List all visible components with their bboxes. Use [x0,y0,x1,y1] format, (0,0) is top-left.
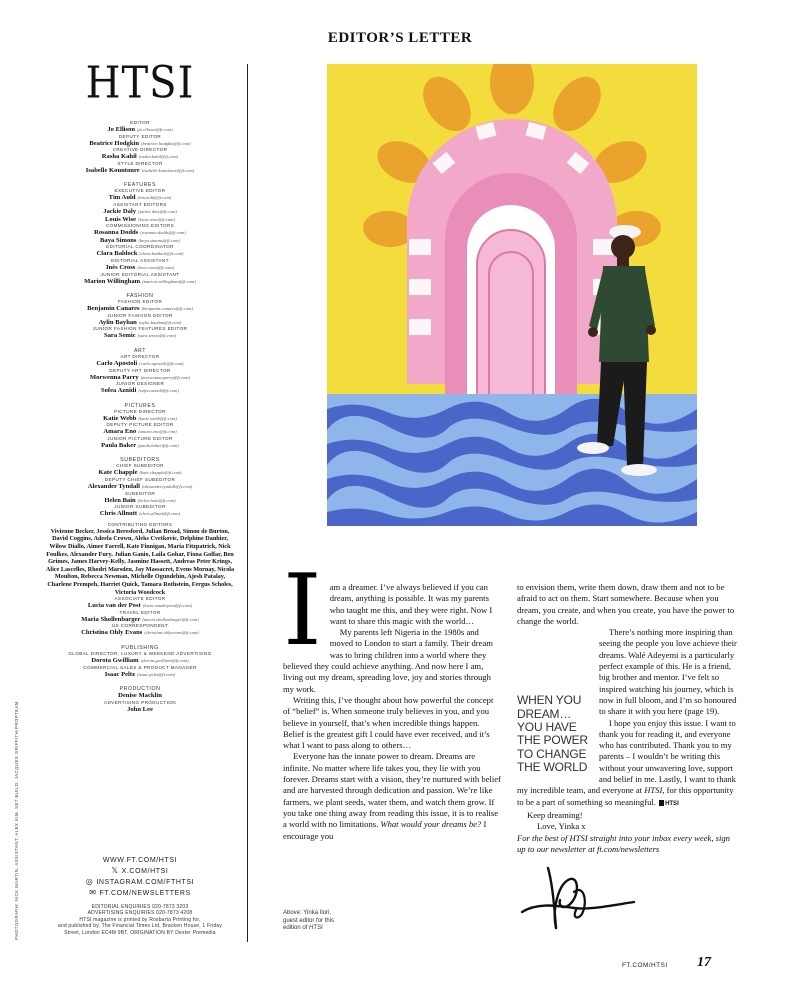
masthead-name [40,194,240,202]
masthead-name [40,167,240,175]
staff-name: John Lee [127,705,153,713]
staff-email: (katie.webb@ft.com) [138,415,177,421]
staff-name: Alexander Tyndall [87,483,140,491]
staff-email: (beatrice.hodgkin@ft.com) [141,140,191,146]
masthead-role: STYLE DIRECTOR [117,160,163,166]
article-paragraph: to envision them, write them down, draw them and not to be afraid to act on them. Start somewhere. Because when you dream, you create, and when you create, you have the power to change the world. [517,582,735,626]
masthead-role: PICTURE DIRECTOR [114,408,166,414]
photo-credit: PHOTOGRAPH: NICK MARTIN. ASSISTANT: ALEX KIM. SET BUILD: JACQUES GRIFFITH-PROPTEAM [14,701,19,940]
staff-name: Beatrice Hodgkin [89,139,139,147]
staff-email: (alexander.tyndall@ft.com) [141,484,193,490]
masthead-role: JUNIOR PICTURE EDITOR [107,435,173,441]
staff-email: (chris.allnutt@ft.com) [139,511,181,517]
masthead-role: JUNIOR EDITORIAL ASSISTANT [100,271,180,277]
article-column-1 [283,554,501,842]
staff-email: (lucia.vanderpost@ft.com) [142,603,193,609]
staff-email: (christina.ohlyevans@ft.com) [144,630,199,636]
staff-email: (morwenna.parry@ft.com) [140,374,191,380]
pull-quote: WHEN YOU DREAM… YOU HAVE THE POWER TO CHANGE THE WORLD [517,693,588,775]
footer-url: FT.COM/HTSI [622,962,668,969]
newsletters-link[interactable]: ✉ FT.COM/NEWSLETTERS [89,888,191,897]
column-divider [247,64,248,942]
masthead-name [40,602,240,610]
masthead-name [40,415,240,423]
staff-email: (marion.willingham@ft.com) [142,278,196,284]
staff-email: (kate.chapple@ft.com) [139,470,182,476]
hero-photo [327,64,697,526]
staff-email: (helen.bain@ft.com) [137,497,176,503]
masthead-section-heading: SUBEDITORS [120,457,160,464]
photo-caption [283,910,383,933]
masthead-name [40,706,240,714]
staff-name: Carlo Apostoli [96,359,138,367]
masthead-name [40,374,240,382]
article-paragraph: am a dreamer. I’ve always believed if you can dream, anything is possible. It was my parents who taught me this, and they were right. Now I want to share this magic with the world… [329,582,493,626]
masthead-role: SUBEDITOR [124,490,156,496]
website-link[interactable]: WWW.FT.COM/HTSI [102,857,178,864]
enquiries-block [40,904,240,936]
staff-name: Christina Ohly Evans [81,629,143,637]
masthead-name [40,229,240,237]
masthead-section-heading: PICTURES [124,402,156,409]
masthead-name [40,483,240,491]
instagram-link[interactable]: ◎ INSTAGRAM.COM/FTHTSI [85,877,195,886]
publisher-note: and published by, The Financial Times Ltd, Bracken House, 1 Friday [57,923,223,930]
staff-name: Dorota Gwilliam [91,656,139,664]
sign-off-keep-dreaming: Keep dreaming! [527,809,583,820]
staff-name: Isaac Peltz [104,670,136,678]
masthead-role: ADVERTISING PRODUCTION [103,699,176,705]
staff-email: (maria.shollenbarger@ft.com) [142,616,199,622]
staff-email: (sofea.aznidi@ft.com) [138,388,180,394]
masthead-role: DEPUTY CHIEF SUBEDITOR [104,477,176,483]
article-paragraph: There’s nothing more inspiring than seeing the people you love achieve their dreams. Walé Adeyemi is a particularly perfect example of this. He is a friend, big brother and mentor. I’ve felt so inspired watching his journey, which is now in full bloom, and I’m so honoured to share it with you here (page 19). [599,627,737,717]
masthead-role: COMMERCIAL SALES & PRODUCT MANAGER [83,664,197,670]
masthead-name [40,153,240,161]
article-paragraph: Writing this, I’ve thought about how powerful the concept of “belief” is. When someone truly believes in you, and you believe in yourself, that’s when incredible things happen. Belief is the greatest gift I could have ever received, and it’s what I want to pass along to others… [283,694,494,751]
masthead-name [40,237,240,245]
staff-name: Sara Semic [103,332,136,340]
caption-line: edition of HTSI [283,925,323,932]
staff-email: (isaac.peltz@ft.com) [137,671,176,677]
staff-email: (jackie.daly@ft.com) [138,208,177,214]
staff-email: (tim.auld@ft.com) [137,195,172,201]
caption-line: guest editor for this [283,917,335,924]
editorial-enquiries: EDITORIAL ENQUIRIES 020-7873 3203 [91,904,189,910]
masthead-name [40,332,240,340]
staff-email: (amara.eno@ft.com) [138,429,177,435]
masthead-role: JUNIOR SUBEDITOR [114,504,166,510]
masthead-role: GLOBAL DIRECTOR, LUXURY & WEEKEND ADVERTISING [68,650,212,656]
staff-email: (jo.ellison@ft.com) [137,127,173,132]
article-paragraph: I hope you enjoy this issue. I want to thank you for reading it, and everyone who has contributed. Thank you to my parents – I wouldn’t be writing this without your unwavering love, support and belief in me. Lastly, I want to thank my incredible team, and everyone at HTSI, for this opportunity to be a part of something so meaningful. HTSI [517,717,736,807]
hero-photo-illustration [327,64,697,526]
masthead-name [40,629,240,637]
staff-email: (clara.baldock@ft.com) [139,251,184,257]
masthead-role: ART DIRECTOR [120,353,160,359]
masthead-name [40,671,240,679]
staff-name: Katie Webb [103,414,137,422]
masthead-role: TRAVEL EDITOR [119,609,161,615]
staff-email: (baya.simons@ft.com) [138,237,180,243]
envelope-icon: ✉ [89,888,97,897]
masthead-name [40,692,240,700]
staff-email: (louis.wise@ft.com) [138,216,175,222]
masthead-role: US CORRESPONDENT [111,623,169,629]
masthead-name [40,616,240,624]
staff-name: Helen Bain [104,496,136,504]
staff-email: (sara.semic@ft.com) [137,333,177,339]
staff-name: Clara Baldock [96,250,138,258]
masthead-section-heading: FEATURES [123,182,157,189]
staff-email: (rasha.kahil@ft.com) [138,154,179,160]
staff-name: Rasha Kahil [101,153,137,161]
staff-name: Benjamin Canares [87,305,140,313]
masthead-section-heading: ART [133,347,147,354]
staff-email: (isabelle.kountoure@ft.com) [141,167,195,173]
masthead-name [40,442,240,450]
staff-name: Baya Simons [100,236,137,244]
masthead-name [40,140,240,148]
masthead-role: JUNIOR FASHION FEATURES EDITOR [92,326,188,332]
staff-email: (ines.cross@ft.com) [137,264,175,270]
masthead-role: JUNIOR DESIGNER [115,381,165,387]
masthead-name [40,497,240,505]
staff-name: Morwenna Parry [89,373,139,381]
masthead-role: JUNIOR FASHION EDITOR [107,312,173,318]
staff-name: Rosanna Dodds [94,229,139,237]
staff-name: Isabelle Kountoure [85,166,140,174]
instagram-icon: ◎ [85,877,94,886]
masthead-role: CONTRIBUTING EDITORS [107,521,173,527]
staff-name: Chris Allnutt [99,510,138,518]
masthead-role: DEPUTY PICTURE EDITOR [106,422,174,428]
staff-name: Jackie Daly [103,207,137,215]
staff-name: Paula Baker [101,441,137,449]
x-icon: 𝕏 [111,866,119,875]
masthead [40,57,240,713]
masthead-role: ASSISTANT EDITORS [113,201,167,207]
masthead-web-links [40,856,240,899]
staff-name: Denise Macklin [118,692,162,700]
masthead-section-heading: FASHION [126,293,154,300]
staff-name: Jo Ellison [107,126,136,133]
masthead-role: CREATIVE DIRECTOR [112,147,168,153]
masthead-role: EDITORIAL ASSISTANT [111,257,169,263]
masthead-role: DEPUTY EDITOR [118,133,162,139]
htsi-logo: HTSI [85,57,195,109]
masthead-role: EXECUTIVE EDITOR [114,188,166,194]
signature [518,862,638,934]
staff-name: Tim Auld [108,194,136,202]
masthead-role: EDITORIAL COORDINATOR [106,244,174,250]
staff-name: Aylin Bayhan [98,318,137,326]
masthead-name [40,278,240,286]
masthead-name [40,305,240,313]
staff-name: Inès Cross [105,263,136,271]
masthead-name [40,428,240,436]
masthead-role: COMMISSIONING EDITORS [105,223,175,229]
article-column-2 [517,582,737,855]
staff-email: (benjamin.canares@ft.com) [141,306,193,312]
masthead-name [40,469,240,477]
staff-name: Amara Eno [103,428,137,436]
origination-note: Street, London EC4M 9BT. ORIGINATION BY Dexter Premedia [64,929,216,936]
advertising-enquiries: ADVERTISING ENQUIRIES 020-7873 4208 [87,910,193,917]
masthead-name [40,510,240,518]
masthead-name [40,250,240,258]
masthead-role: DEPUTY ART DIRECTOR [109,367,171,373]
masthead-name [40,657,240,665]
sign-off-love: Love, Yinka x [537,821,586,832]
masthead-name [40,360,240,368]
staff-email: (paula.baker@ft.com) [138,442,179,448]
staff-name: Lucia van der Post [87,602,141,610]
masthead-role: FASHION EDITOR [117,299,163,305]
masthead-role: ASSOCIATE EDITOR [114,596,166,602]
caption-line: Above: Yinka Ilori, [283,910,332,916]
staff-name: Louis Wise [105,215,137,223]
staff-name: Maria Shollenbarger [81,615,141,623]
end-mark-icon [659,800,664,806]
staff-email: (aylin.bayhan@ft.com) [138,319,182,325]
staff-email: (dorota.gwilliam@ft.com) [140,657,189,663]
x-link[interactable]: 𝕏 X.COM/HTSI [111,866,169,875]
staff-name: Sofea Aznidi [100,387,137,395]
masthead-name [40,126,240,134]
masthead-name [40,319,240,327]
staff-email: (carlo.apostoli@ft.com) [139,360,184,366]
masthead-name [40,208,240,216]
article-paragraph: Everyone has the innate power to dream. Dreams are infinite. No matter where life takes you, they lie with you forever. Dreams start with a vision, they’re nurtured with belief and are harvested through dedication and passion. We’re like farmers, we plant seeds, water them, and watch them grow. If you take one thing away from reading this issue, it is to realise a world with no limitations. What would your dreams be? I encourage you [283,751,501,841]
masthead-staff-list [40,120,240,713]
masthead-contributors: Vivienne Becker, Jessica Beresford, Julian Broad, Simon de Burton, David Coggins, Adeela Crown, Aleks Cvetkovic, Delphine Danhier, Wilow Diallo, Aimee Farrell, Kate Finnigan, Maria Fitzpatrick, Nick Foulkes, Alexander Fury, Julian Ganio, Laila Gohar, Fiona Golfar, Ben Grimes, James Harvey-Kelly, Jasmine Hassett, Andreas Peter Krings, Alice Lascelles, Rhodri Marsden, Jay Massacret, Evens Mornay, Nicola Moulton, Rebecca Newman, Michelle Ogundehin, Ajesh Patalay, Charlene Prempeh, Harriet Quick, Tamara Rothstein, Fergus Scholes, Victoria Woodcock [45,527,235,596]
masthead-role: EDITOR [130,120,150,125]
section-title: EDITOR’S LETTER [327,30,473,46]
masthead-name [40,264,240,272]
staff-email: (rosanna.dodds@ft.com) [140,230,186,236]
page-number: 17 [697,955,711,970]
drop-cap: I [283,554,322,668]
article-paragraph: My parents left Nigeria in the 1980s and moved to London to start a family. Their dream was to bring children into a world where they believed they could achieve anything. And now here I am, living out my dream, spreading love, joy and stories through my work. [283,627,493,694]
printer-note: HTSI magazine is printed by Rosbarta Printing for, [79,916,201,923]
masthead-name [40,216,240,224]
masthead-role: CHIEF SUBEDITOR [116,463,164,469]
newsletter-promo: For the best of HTSI straight into your inbox every week, sign up to our newsletter at ft.com/newsletters [517,832,730,854]
staff-name: Kate Chapple [98,469,138,477]
signature-drawing [518,862,638,934]
staff-name: Marion Willingham [84,277,141,285]
masthead-section-heading: PRODUCTION [119,686,161,693]
masthead-section-heading: PUBLISHING [121,644,159,651]
masthead-name [40,387,240,395]
